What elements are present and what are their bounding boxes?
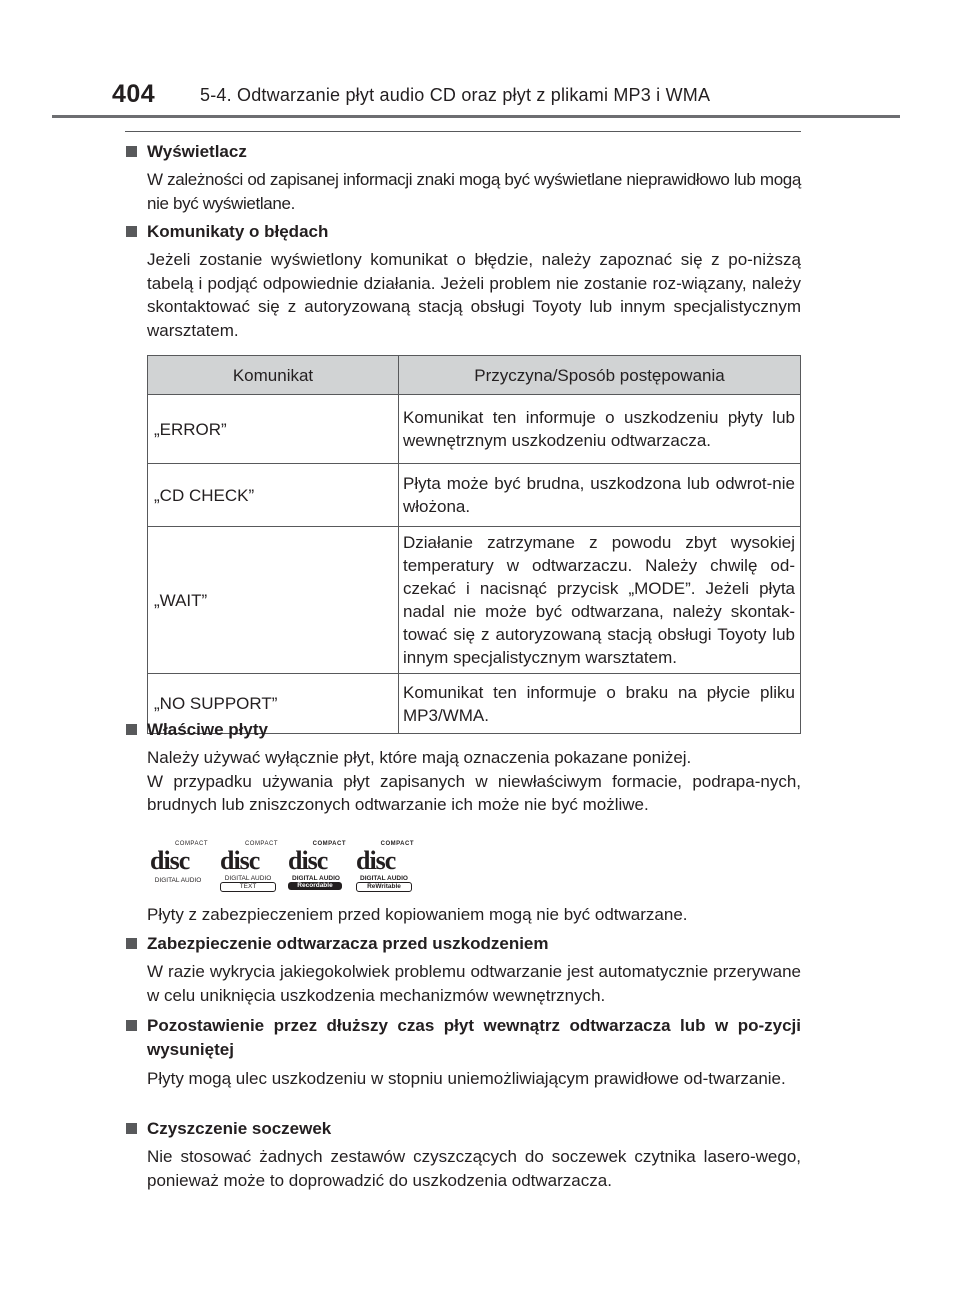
table-row xyxy=(148,395,801,464)
section-text: Płyty mogą ulec uszkodzeniu w stopniu uniemożliwiającym prawidłowe od-twarzanie. xyxy=(147,1069,786,1088)
column-header: Komunikat xyxy=(148,356,399,395)
cause-cell: Działanie zatrzymane z powodu zbyt wysokiej temperatury w odtwarzaczu. Należy chwilę od-czekać i nacisnąć przycisk „MODE”. Jeżeli płyta nadal nie może być odtwarzana, należy skontak-tować się z autoryzowaną stacją obsługi Toyoty lub innym specjalistycznym warsztatem. xyxy=(399,527,801,674)
error-messages-table xyxy=(147,355,801,734)
message-cell: „CD CHECK” xyxy=(148,464,399,527)
page-number: 404 xyxy=(112,80,156,108)
square-bullet-icon xyxy=(126,226,137,237)
table-header-row xyxy=(148,356,801,395)
header-rule xyxy=(52,115,900,118)
section-lens xyxy=(125,1117,801,1192)
section-display xyxy=(125,140,801,215)
section-heading: Czyszczenie soczewek xyxy=(125,1117,801,1140)
table-row xyxy=(148,527,801,674)
section-heading: Wyświetlacz xyxy=(125,140,801,163)
cd-recordable-logo: COMPACT disc DIGITAL AUDIO Recordable xyxy=(288,841,346,889)
message-cell: „NO SUPPORT” xyxy=(148,674,399,734)
section-text: Płyty z zabezpieczeniem przed kopiowaniem mogą nie być odtwarzane. xyxy=(147,905,688,924)
section-heading: Właściwe płyty xyxy=(125,718,801,741)
cause-cell: Płyta może być brudna, uszkodzona lub odwrot-nie włożona. xyxy=(399,464,801,527)
table-row xyxy=(148,464,801,527)
section-text: Należy używać wyłącznie płyt, które mają oznaczenia pokazane poniżej. xyxy=(147,748,692,767)
section-copy-protection xyxy=(125,903,801,927)
section-text: W przypadku używania płyt zapisanych w niewłaściwym formacie, podrapa-nych, brudnych lub zniszczonych odtwarzanie ich może nie być możliwe. xyxy=(147,771,801,814)
section-text: Nie stosować żadnych zestawów czyszczących do soczewek czytnika lasero-wego, ponieważ może to doprowadzić do uszkodzenia odtwarzacza. xyxy=(147,1147,801,1190)
section-rule xyxy=(125,131,801,132)
cd-rewritable-logo: COMPACT disc DIGITAL AUDIO ReWritable xyxy=(356,841,414,890)
section-text: W zależności od zapisanej informacji znaki mogą być wyświetlane nieprawidłowo lub mogą nie być wyświetlane. xyxy=(147,170,802,213)
column-header: Przyczyna/Sposób postępowania xyxy=(399,356,801,395)
square-bullet-icon xyxy=(126,1020,137,1031)
page-header xyxy=(0,0,960,120)
square-bullet-icon xyxy=(126,1123,137,1134)
section-heading: Komunikaty o błędach xyxy=(125,220,801,243)
cd-da-logo: COMPACT disc DIGITAL AUDIO xyxy=(150,841,208,884)
section-discs xyxy=(125,718,801,817)
square-bullet-icon xyxy=(126,938,137,949)
section-heading: Pozostawienie przez dłuższy czas płyt wewnątrz odtwarzacza lub w po-zycji wysuniętej xyxy=(125,1014,801,1062)
section-text: W razie wykrycia jakiegokolwiek problemu odtwarzanie jest automatycznie przerywane w celu uniknięcia uszkodzenia mechanizmów wewnętrznych. xyxy=(147,962,801,1005)
square-bullet-icon xyxy=(126,724,137,735)
square-bullet-icon xyxy=(126,146,137,157)
message-cell: „WAIT” xyxy=(148,527,399,674)
message-cell: „ERROR” xyxy=(148,395,399,464)
section-protection xyxy=(125,932,801,1007)
cause-cell: Komunikat ten informuje o braku na płycie pliku MP3/WMA. xyxy=(399,674,801,734)
section-errors xyxy=(125,220,801,342)
section-text: Jeżeli zostanie wyświetlony komunikat o błędzie, należy zapoznać się z po-niższą tabelą i podjąć odpowiednie działania. Jeżeli problem nie zostanie roz-wiązany, należy skontaktować się z autoryzowaną stacją obsługi Toyoty lub innym specjalistycznym warsztatem. xyxy=(147,250,801,340)
chapter-title: 5-4. Odtwarzanie płyt audio CD oraz płyt z plikami MP3 i WMA xyxy=(200,85,711,105)
section-left-in xyxy=(125,1014,801,1091)
cause-cell: Komunikat ten informuje o uszkodzeniu płyty lub wewnętrznym uszkodzeniu odtwarzacza. xyxy=(399,395,801,464)
section-heading: Zabezpieczenie odtwarzacza przed uszkodzeniem xyxy=(125,932,801,955)
cd-text-logo: COMPACT disc DIGITAL AUDIO TEXT xyxy=(220,841,278,890)
